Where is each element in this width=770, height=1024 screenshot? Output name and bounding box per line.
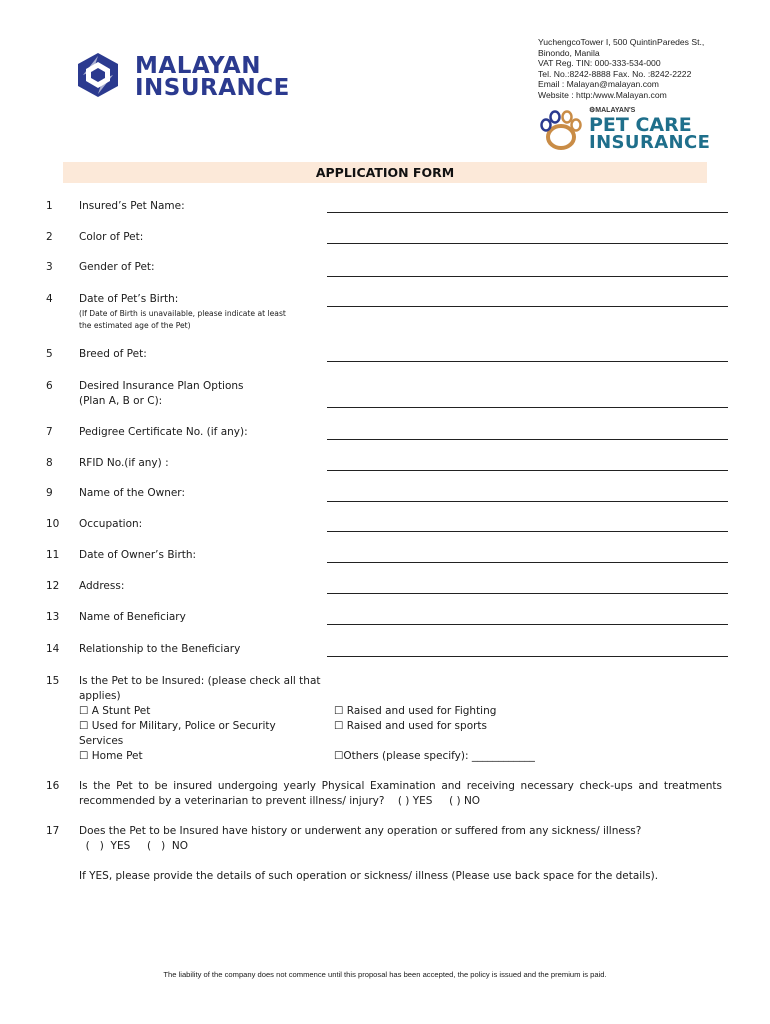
contact-website: Website : http:/www.Malayan.com [538, 89, 667, 100]
field-number: 15 [46, 675, 60, 687]
checkbox-fighting[interactable]: ☐ Raised and used for Fighting [334, 705, 497, 717]
field-label-beneficiary: Name of Beneficiary [79, 611, 186, 623]
field-number: 6 [46, 380, 53, 392]
field-label-occupation: Occupation: [79, 518, 143, 530]
field-number: 3 [46, 261, 53, 273]
field-label-pedigree: Pedigree Certificate No. (if any): [79, 426, 248, 438]
field-label-owner: Name of the Owner: [79, 487, 185, 499]
field-label-relationship: Relationship to the Beneficiary [79, 643, 241, 655]
pet-name-field[interactable] [327, 212, 728, 213]
contact-address1: YuchengcoTower I, 500 QuintinParedes St., [538, 37, 705, 47]
field-number: 7 [46, 426, 53, 438]
field-number: 10 [46, 518, 60, 530]
checkbox-sports[interactable]: ☐ Raised and used for sports [334, 720, 488, 732]
footer-disclaimer: The liability of the company does not commence until this proposal has been accepted, the policy is issued and the premium is paid. [163, 970, 607, 979]
page-title: APPLICATION FORM [315, 165, 455, 180]
field-number: 17 [46, 825, 60, 837]
relationship-field[interactable] [327, 656, 728, 657]
q17-details-instruction: If YES, please provide the details of such operation or sickness/ illness (Please use back space for the details). [79, 870, 659, 882]
field-note-line1: (If Date of Birth is unavailable, please indicate at least [79, 309, 286, 318]
field-label-rfid: RFID No.(if any) : [79, 457, 169, 469]
field-number: 8 [46, 457, 53, 469]
field-label-owner-birth: Date of Owner’s Birth: [79, 549, 197, 561]
field-number: 16 [46, 780, 60, 792]
pet-birth-field[interactable] [327, 306, 728, 307]
checkbox-military[interactable]: ☐ Used for Military, Police or Security Services [79, 720, 276, 747]
field-label-plan: Desired Insurance Plan Options (Plan A, B or C): [79, 380, 244, 407]
beneficiary-field[interactable] [327, 624, 728, 625]
q15-question: Is the Pet to be Insured: (please check all that applies) [79, 675, 321, 702]
pet-logo-small: ⚙MALAYAN'S [589, 107, 636, 114]
field-number: 2 [46, 231, 53, 243]
address-field[interactable] [327, 593, 728, 594]
contact-address2: Binondo, Manila [538, 47, 600, 58]
field-label-gender: Gender of Pet: [79, 261, 155, 273]
field-number: 13 [46, 611, 60, 623]
field-number: 1 [46, 200, 53, 212]
checkbox-stunt-pet[interactable]: ☐ A Stunt Pet [79, 705, 151, 717]
brand-name-line2: INSURANCE [135, 75, 290, 101]
field-label-pet-name: Insured’s Pet Name: [79, 200, 185, 212]
occupation-field[interactable] [327, 531, 728, 532]
pet-logo-line2: INSURANCE [589, 132, 711, 153]
malayan-logo-mark [73, 51, 123, 99]
contact-tel: Tel. No.:8242-8888 Fax. No. :8242-2222 [538, 68, 692, 79]
q17-question: Does the Pet to be Insured have history or underwent any operation or suffered from any sickness/ illness? ( ) YES ( ) NO [79, 825, 642, 852]
owner-field[interactable] [327, 501, 728, 502]
field-label-color: Color of Pet: [79, 231, 144, 243]
color-field[interactable] [327, 243, 728, 244]
pedigree-field[interactable] [327, 439, 728, 440]
malayan-mini-icon: ⚙ [589, 107, 596, 114]
breed-field[interactable] [327, 361, 728, 362]
field-number: 5 [46, 348, 53, 360]
field-note-line2: the estimated age of the Pet) [79, 321, 191, 330]
gender-field[interactable] [327, 276, 728, 277]
contact-vat: VAT Reg. TIN: 000-333-534-000 [538, 58, 661, 69]
checkbox-home-pet[interactable]: ☐ Home Pet [79, 750, 143, 762]
rfid-field[interactable] [327, 470, 728, 471]
field-number: 12 [46, 580, 60, 592]
field-number: 11 [46, 549, 60, 561]
pet-logo-line1: PET CARE [589, 114, 692, 136]
field-label-breed: Breed of Pet: [79, 348, 147, 360]
plan-field[interactable] [327, 407, 728, 408]
owner-birth-field[interactable] [327, 562, 728, 563]
checkbox-others[interactable]: ☐Others (please specify): ____________ [334, 750, 535, 762]
field-number: 4 [46, 293, 53, 305]
field-number: 14 [46, 643, 60, 655]
field-number: 9 [46, 487, 53, 499]
q16-question: Is the Pet to be insured undergoing yearly Physical Examination and receiving necessary check-ups and treatments recommended by a veterinarian to prevent illness/ injury? ( ) YES ( ) NO [79, 780, 722, 807]
brand-name-line1: MALAYAN [135, 53, 261, 79]
paw-icon [538, 110, 584, 152]
contact-block [538, 37, 704, 101]
field-label-pet-birth: Date of Pet’s Birth: [79, 293, 179, 305]
contact-email: Email : Malayan@malayan.com [538, 79, 659, 90]
field-label-address: Address: [79, 580, 125, 592]
